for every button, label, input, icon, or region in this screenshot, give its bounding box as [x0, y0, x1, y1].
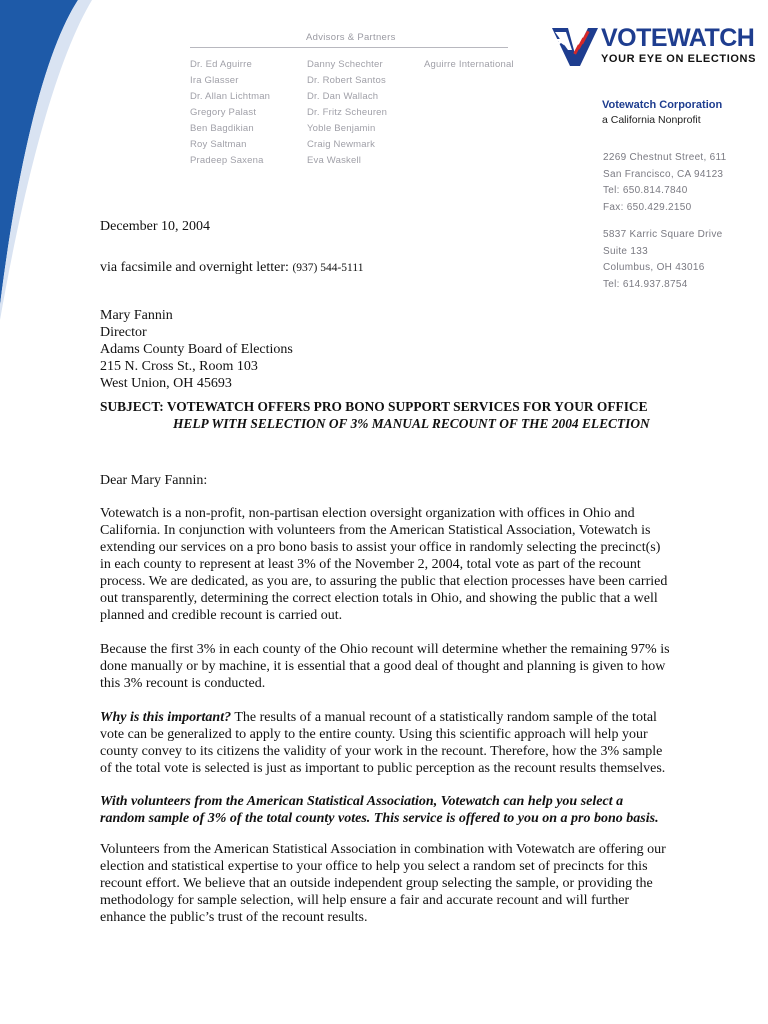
- recipient-line: West Union, OH 45693: [100, 376, 232, 391]
- advisor-name: Roy Saltman: [190, 139, 247, 150]
- advisors-column-2: [307, 57, 387, 169]
- letter-date: December 10, 2004: [100, 219, 211, 234]
- text-line: planned and credible recount is carried out.: [100, 608, 343, 623]
- recipient-line: Adams County Board of Elections: [100, 342, 293, 357]
- text-line: in each county to represent at least 3% of the November 2, 2004, total vote as part of the recount: [100, 557, 641, 572]
- address-line: 2269 Chestnut Street, 611: [603, 152, 727, 163]
- text-line: methodology for sample selection, will help ensure a fair and accurate recount and will further: [100, 893, 630, 908]
- text-line: extending our services on a pro bono basis to assist your office in randomly selecting the precinct(s): [100, 540, 661, 555]
- address-line: Suite 133: [603, 245, 648, 257]
- advisor-name: Dr. Fritz Scheuren: [307, 107, 388, 118]
- subject-line-2: HELP WITH SELECTION OF 3% MANUAL RECOUNT OF THE 2004 ELECTION: [173, 415, 650, 431]
- advisor-name: Dr. Ed Aguirre: [190, 59, 252, 70]
- advisor-name: Gregory Palast: [190, 107, 257, 118]
- advisors-column-1: [190, 57, 270, 169]
- address-line: Columbus, OH 43016: [603, 262, 705, 273]
- advisor-name: Dr. Robert Santos: [307, 75, 386, 86]
- text-line: [100, 709, 670, 726]
- delivery-method: [100, 260, 363, 276]
- advisor-name: Danny Schechter: [307, 59, 383, 70]
- advisor-name: Eva Waskell: [307, 155, 362, 166]
- paragraph-recount: [100, 641, 670, 692]
- text-line: enhance the public’s trust of the recount results.: [100, 910, 368, 925]
- importance-heading: Why is this important?: [100, 710, 232, 725]
- text-line: With volunteers from the American Statistical Association, Votewatch can help you select a: [100, 794, 624, 809]
- text-line: out transparently, determining the correct election totals in Ohio, and showing the public that a well: [100, 591, 658, 606]
- text-line: recount effort. We believe that an outside independent group selecting the sample, or providing the: [100, 876, 653, 891]
- advisor-name: Ben Bagdikian: [190, 123, 254, 134]
- logo-tagline: YOUR EYE ON ELECTIONS: [601, 53, 757, 65]
- subject-line: [100, 399, 650, 432]
- text-line: Because the first 3% in each county of the Ohio recount will determine whether the remaining 97% is: [100, 642, 670, 657]
- advisor-name: Craig Newmark: [307, 139, 376, 150]
- advisors-title: Advisors & Partners: [306, 32, 396, 43]
- address-line: Fax: 650.429.2150: [603, 201, 692, 213]
- text-line: Votewatch is a non-profit, non-partisan election oversight organization with offices in Ohio and: [100, 506, 635, 521]
- text-line: county convey to its citizens the validity of your work in the recount. Therefore, how the 3% sample: [100, 744, 663, 759]
- paragraph-importance: [100, 709, 670, 777]
- advisor-name: Dr. Dan Wallach: [307, 91, 379, 102]
- address-line: 5837 Karric Square Drive: [603, 229, 723, 240]
- text-line: done manually or by machine, it is essential that a good deal of thought and planning is given to how: [100, 659, 666, 674]
- advisor-name: Ira Glasser: [190, 75, 239, 86]
- text-line: process. We are dedicated, as you are, to assuring the public that election processes have been carried: [100, 574, 668, 589]
- paragraph-intro: [100, 505, 670, 624]
- address-line: San Francisco, CA 94123: [603, 168, 724, 180]
- delivery-method-label: via facsimile and overnight letter:: [100, 260, 293, 275]
- text-line: California. In conjunction with volunteers from the American Statistical Association, Votewatch is: [100, 523, 651, 538]
- subject-line-1: SUBJECT: VOTEWATCH OFFERS PRO BONO SUPPORT SERVICES FOR YOUR OFFICE: [100, 399, 648, 414]
- paragraph-offer: [100, 793, 670, 827]
- address-line: Tel: 650.814.7840: [603, 185, 688, 196]
- text-line: of the total vote is selected is just as important to public perception as the recount results themselves.: [100, 761, 666, 776]
- corporation-name: Votewatch Corporation: [602, 99, 723, 111]
- text-fragment: The results of a manual recount of a statistically random sample of the total: [231, 710, 657, 725]
- text-line: election and statistical expertise to your office to help you select a random set of precincts for this: [100, 859, 648, 874]
- logo-wordmark: VOTEWATCH: [601, 24, 755, 52]
- address-san-francisco: [603, 150, 727, 216]
- advisors-column-3: [424, 57, 514, 73]
- text-line: this 3% recount is conducted.: [100, 676, 266, 691]
- text-line: vote can be generalized to apply to the entire county. Using this scientific approach will help your: [100, 727, 648, 742]
- salutation: Dear Mary Fannin:: [100, 473, 208, 488]
- advisor-name: Yoble Benjamin: [307, 123, 376, 134]
- text-line: random sample of 3% of the total county votes. This service is offered to you on a pro bono basis.: [100, 811, 659, 826]
- recipient-line: Director: [100, 325, 147, 340]
- text-line: Volunteers from the American Statistical Association in combination with Votewatch are offering our: [100, 842, 666, 857]
- advisors-divider: [190, 47, 508, 48]
- recipient-line: 215 N. Cross St., Room 103: [100, 359, 258, 374]
- fax-number: (937) 544-5111: [292, 262, 364, 274]
- partner-name: Aguirre International: [424, 59, 514, 70]
- advisor-name: Pradeep Saxena: [190, 155, 264, 166]
- recipient-address: [100, 307, 293, 392]
- address-line: Tel: 614.937.8754: [603, 278, 688, 290]
- flag-checkmark-icon: [552, 26, 598, 68]
- corporation-subtitle: a California Nonprofit: [602, 114, 701, 126]
- advisor-name: Dr. Allan Lichtman: [190, 91, 271, 102]
- address-columbus: [603, 227, 722, 293]
- paragraph-volunteers: [100, 841, 670, 926]
- recipient-line: Mary Fannin: [100, 308, 173, 323]
